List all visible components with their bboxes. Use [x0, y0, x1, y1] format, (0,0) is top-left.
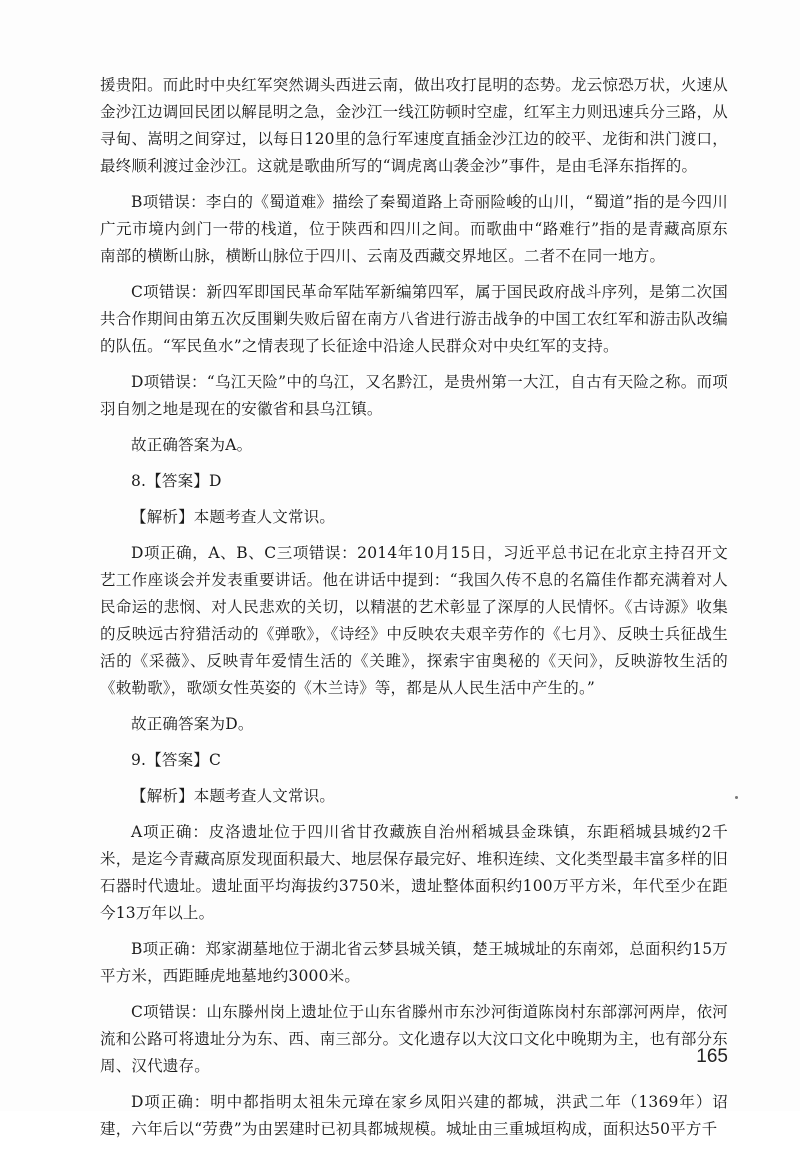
paragraph-9-option-a: A项正确：皮洛遗址位于四川省甘孜藏族自治州稻城县金珠镇，东距稻城县城约2千米，是迄今青藏高原发现面积最大、地层保存最完好、堆积连续、文化类型最丰富多样的旧石器时代遗址。遗址面平均海拔约3750米，遗址整体面积约100万平方米，年代至少在距今13万年以上。: [100, 823, 729, 922]
answer-heading-8: 8.【答案】D: [131, 472, 222, 490]
paragraph-9-option-b: B项正确：郑家湖墓地位于湖北省云梦县城关镇，楚王城城址的东南郊，总面积约15万平方米，西距睡虎地墓地约3000米。: [100, 940, 728, 985]
paragraph-option-d: D项错误：“乌江天险”中的乌江，又名黔江，是贵州第一大江，自古有天险之称。而项羽自刎之地是现在的安徽省和县乌江镇。: [100, 373, 728, 418]
analysis-heading-8: 【解析】本题考查人文常识。: [131, 508, 336, 526]
paragraph-continuation: 援贵阳。而此时中央红军突然调头西进云南，做出攻打昆明的态势。龙云惊恐万状，火速从金沙江边调回民团以解昆明之急，金沙江一线江防顿时空虚，红军主力则迅速兵分三路，从寻甸、嵩明之间穿过，以每日120里的急行军速度直插金沙江边的皎平、龙街和洪门渡口，最终顺利渡过金沙江。这就是歌曲所写的“调虎离山袭金沙”事件，是由毛泽东指挥的。: [100, 76, 729, 175]
paragraph-conclusion-8: 故正确答案为D。: [131, 715, 254, 733]
paragraph-conclusion-7: 故正确答案为A。: [131, 436, 253, 454]
text-body: [100, 72, 728, 1152]
scan-speck: [735, 796, 738, 799]
page-number: 165: [696, 1046, 728, 1067]
paragraph-8-explanation: D项正确，A、B、C三项错误：2014年10月15日，习近平总书记在北京主持召开文艺工作座谈会并发表重要讲话。他在讲话中提到：“我国久传不息的名篇佳作都充满着对人民命运的悲悯、对人民悲欢的关切，以精湛的艺术彰显了深厚的人民情怀。《古诗源》收集的反映远古狩猎活动的《弹歌》，《诗经》中反映农夫艰辛劳作的《七月》、反映士兵征战生活的《采薇》、反映青年爱情生活的《关雎》，探索宇宙奥秘的《天问》，反映游牧生活的《敕勒歌》，歌颂女性英姿的《木兰诗》等，都是从人民生活中产生的。”: [100, 544, 728, 697]
analysis-heading-9: 【解析】本题考查人文常识。: [131, 787, 336, 805]
paragraph-option-c: C项错误：新四军即国民革命军陆军新编第四军，属于国民政府战斗序列，是第二次国共合作期间由第五次反围剿失败后留在南方八省进行游击战争的中国工农红军和游击队改编的队伍。“军民鱼水”之情表现了长征途中沿途人民群众对中央红军的支持。: [100, 283, 729, 355]
paragraph-9-option-d: D项正确：明中都指明太祖朱元璋在家乡凤阳兴建的都城，洪武二年（1369年）诏建，六年后以“劳费”为由罢建时已初具都城规模。城址由三重城垣构成，面积达50平方千: [100, 1093, 728, 1138]
answer-heading-9: 9.【答案】C: [131, 751, 222, 769]
paragraph-9-option-c: C项错误：山东滕州岗上遗址位于山东省滕州市东沙河街道陈岗村东部漷河两岸，依河流和公路可将遗址分为东、西、南三部分。文化遗存以大汶口文化中晚期为主，也有部分东周、汉代遗存。: [100, 1003, 729, 1075]
paragraph-option-b: B项错误：李白的《蜀道难》描绘了秦蜀道路上奇丽险峻的山川，“蜀道”指的是今四川广元市境内剑门一带的栈道，位于陕西和四川之间。而歌曲中“路难行”指的是青藏高原东南部的横断山脉，横断山脉位于四川、云南及西藏交界地区。二者不在同一地方。: [100, 193, 728, 265]
